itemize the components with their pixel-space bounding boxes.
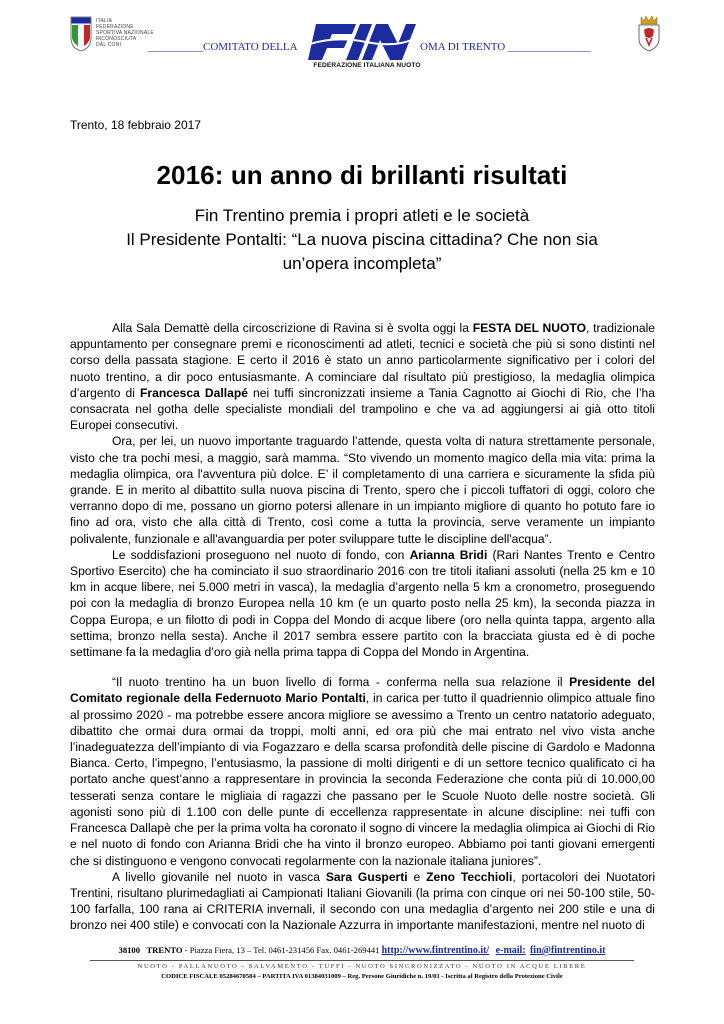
email-label: e-mail: [495,945,526,956]
document-title: 2016: un anno di brillanti risultati [156,160,568,190]
highlight: FESTA DEL NUOTO [472,321,586,335]
article-body [70,320,655,934]
subtitle-line: Il Presidente Pontalti: “La nuova piscina cittadina? Che non sia [126,230,598,249]
trentino-crest-icon [636,14,662,52]
paragraph: “Il nuoto trentino ha un buon livello di forma - conferma nella sua relazione il Presidente del Comitato regionale della Federnuoto Mario Pontalti, in carica per tutto il quadriennio olimpico attuale fino al prossimo 2020 - ma potrebbe essere ancora migliore se avessimo a Trento un centro natatorio adeguato, dibattito che ormai dura ormai da troppi, molti anni, ed ora più che mai entrato nel vivo vista anche l’inadeguatezza dell’impianto di via Fogazzaro e della scarsa profondità delle piscine di Gardolo e Madonna Bianca. Certo, l’impegno, l’entusiasmo, la passione di molti dirigenti e di un settore tecnico qualificato ci ha portato anche quest’anno a rappresentare in provincia la seconda Federazione che conta più di 10.000,00 tesserati senza contare le migliaia di ragazzi che passano per le Scuole Nuoto delle nostre società. Gli agonisti sono più di 1.100 con delle punte di eccellenza rappresentate in alcune discipline: nei tuffi con Francesca Dallapè che per la prima volta ha coronato il sogno di vincere la medaglia olimpica ai Giochi di Rio e nel nuoto di fondo con Arianna Bridi che ha vinto il bronzo europeo. Abbiamo poi tanti giovani emergenti che si distinguono e vengono convocati regolarmente con la nazionale italiana juniores”. [70,675,655,868]
email-link[interactable]: fin@fintrentino.it [529,945,606,956]
footer-divider [90,960,634,961]
footer-disciplines: NUOTO - PALLANUOTO - SALVAMENTO - TUFFI - NUOTO SINCRONIZZATO - NUOTO IN ACQUE LIBERE [137,963,587,970]
footer-contact: 38100 TRENTO - Piazza Fiera, 13 – Tel. 0461-231456 Fax. 0461-269441 http://www.fintrentino.it/ e-mail: fin@fintrentino.it [118,945,606,956]
paragraph: Ora, per lei, un nuovo importante traguardo l’attende, questa volta di natura strettamente personale, visto che tra pochi mesi, a maggio, sarà mamma. “Sto vivendo un momento magico della mia vita: prima la medaglia olimpica, ora l'avventura più dolce. E’ il completamento di una carriera e sicuramente la sfida più grande. E in merito al dibattito sulla nuova piscina di Trento, spero che i piccoli tuffatori di oggi, coloro che verranno dopo di me, possano un giorno potersi allenare in un impianto migliore di quanto ho potuto fare io fino ad ora, visto che alla città di Trento, così come a tutta la provincia, serve veramente un impianto polivalente, funzionale e all'avanguardia per poter sviluppare tutte le discipline dell'acqua”. [70,434,655,546]
subtitle-line: Fin Trentino premia i propri atleti e le società [194,206,530,225]
fin-subtitle: FEDERAZIONE ITALIANA NUOTO [313,62,421,69]
subtitle-line: un’opera incompleta” [282,254,442,273]
letterhead [0,0,724,80]
comitato-label-left: __________COMITATO DELLA [148,41,298,53]
comitato-label-right: OMA DI TRENTO _______________ [420,41,591,53]
coni-shield-logo [70,16,92,52]
paragraph: A livello giovanile nel nuoto in vasca Sara Gusperti e Zeno Tecchioli, portacolori dei Nuotatori Trentini, risultano plurimedagliati ai Campionati Italiani Giovanili (la prima con cinque ori nei 50-100 stile, 50-100 farfalla, 100 rana ai CRITERIA invernali, il secondo con una medaglia d’argento nei 200 stile e una di bronzo nei 400 stile) e convocati con la Nazionale Azzurra in importante manifestazioni, mentre nel nuoto di [70,869,656,933]
athlete-name: Francesca Dallapé [140,385,248,400]
athlete-name: Zeno Tecchioli [426,869,513,884]
paragraph: Alla Sala Demattè della circoscrizione di Ravina si è svolta oggi la FESTA DEL NUOTO, tradizionale appuntamento per consegnare premi e riconoscimenti ad atleti, tecnici e società che più si sono distinti nel corso della passata stagione. E certo il 2016 è stato un anno particolarmente significativo per i colori del nuoto trentino, a dir poco entusiasmante. A cominciare dal risultato più prestigioso, la medaglia olimpica d’argento di Francesca Dallapé nei tuffi sincronizzati insieme a Tania Cagnotto ai Giochi di Rio, che l’ha consacrata nel gotha delle specialiste mondiali del trampolino e che va ad aggiungersi ai già otto titoli Europei consecutivi. [70,321,655,433]
athlete-name: Sara Gusperti [325,869,408,884]
website-link[interactable]: http://www.fintrentino.it/ [381,945,490,956]
athlete-name: Arianna Bridi [409,547,488,562]
document-date: Trento, 18 febbraio 2017 [70,118,201,132]
president-name: Presidente del Comitato regionale della Federnuoto Mario Pontalti [70,675,655,706]
coni-recognition-text: ITALIA FEDERAZIONE SPORTIVA NAZIONALE RICONOSCIUTA DAL CONI [96,18,154,48]
paragraph: Le soddisfazioni proseguono nel nuoto di fondo, con Arianna Bridi (Rari Nantes Trento e Centro Sportivo Esercito) che ha cominciato il suo straordinario 2016 con tre titoli italiani assoluti (nella 25 km e 10 km in acque libere, nei 5.000 metri in vasca), la medaglia d’argento nella 5 km a cronometro, proseguendo poi con la medaglia di bronzo Europea nella 10 km (e un quarto posto nella 25 km), la seconda piazza in Coppa Europa, e un filotto di podi in Coppa del Mondo di acque libere (oro nella quinta tappa, argento alla settima, bronzo nella sesta). Anche il 2017 sembra essere partito con la bracciata giusta ed è di poche settimane fa la medaglia d’oro già nella prima tappa di Coppa del Mondo in Argentina. [70,547,655,660]
footer-fiscal-info: CODICE FISCALE 05284670584 – PARTITA IVA 01384031009 – Reg. Persone Giuridiche n. 19/01 - Iscritta al Registro della Protezione Civile [161,973,563,980]
